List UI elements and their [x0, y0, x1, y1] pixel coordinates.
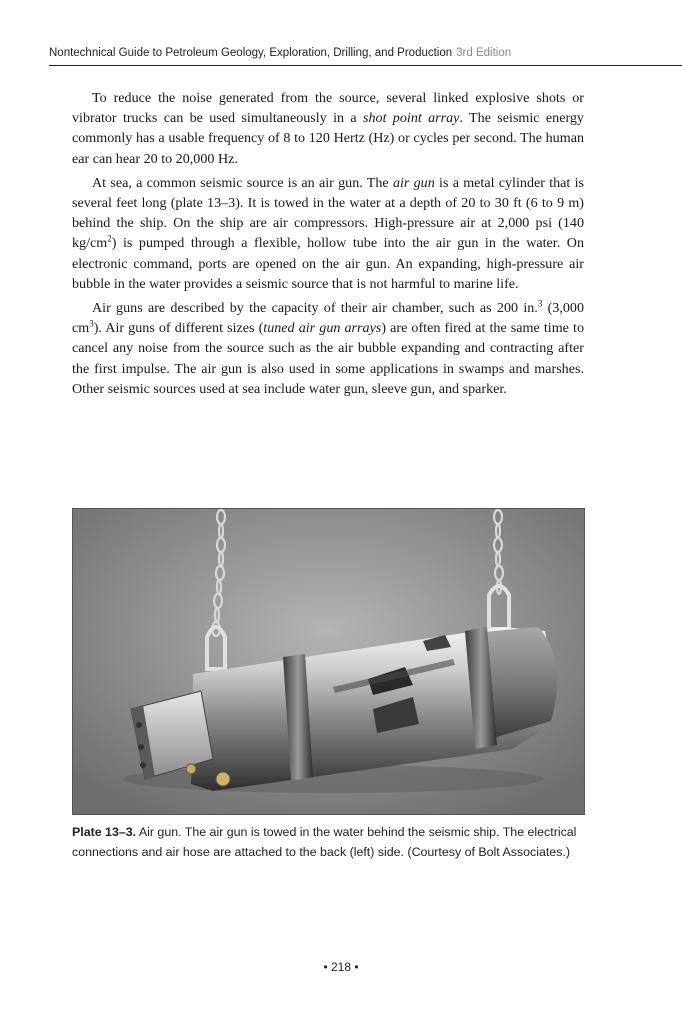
- plate-caption: [72, 822, 586, 862]
- plate-caption-text: Air gun. The air gun is towed in the water behind the seismic ship. The electrical connections and air hose are attached to the back (left) side. (Courtesy of Bolt Associates.): [72, 825, 577, 859]
- header-rule: [49, 65, 682, 66]
- page-number-value: 218: [330, 960, 352, 974]
- term-shot-point-array: shot point array: [362, 110, 460, 127]
- plate-label: Plate 13–3.: [72, 825, 137, 839]
- term-air-gun: air gun: [392, 174, 435, 191]
- page-number: • 218 •: [323, 960, 359, 974]
- paragraph-2: At sea, a common seismic source is an air gun. The air gun is a metal cylinder that is several feet long (plate 13–3). It is towed in the water at a depth of 20 to 30 ft (6 to 9 m) behind the ship. On the ship are air compressors. High-pressure air at 2,000 psi (140 $kg/cm^2$) is pumped through a flexible, hollow tube into the air gun in the water. On electronic command, ports are opened on the air gun. An expanding, high-pressure air bubble in the water provides a seismic source that is not harmful to marine life.: [72, 174, 584, 292]
- paragraph-3: Air guns are described by the capacity of their air chamber, such as 200 in.$^3$ (3,000 $cm^3$). Air guns of different sizes (tuned air gun arrays) are often fired at the same time to cancel any noise from the source such as the air bubble expanding and contracting after the first impulse. The air gun is also used in some applications in swamps and marshes. Other seismic sources used at sea include water gun, sleeve gun, and sparker.: [72, 298, 584, 397]
- air-gun-photo: [72, 508, 585, 815]
- term-tuned-air-gun-arrays: tuned air gun arrays: [263, 320, 382, 337]
- book-title: Nontechnical Guide to Petroleum Geology, Exploration, Drilling, and Production: [49, 47, 453, 59]
- body-text: [72, 88, 584, 403]
- paragraph-1: To reduce the noise generated from the source, several linked explosive shots or vibrator trucks can be used simultaneously in a shot point array. The seismic energy commonly has a usable frequency of 8 to 120 Hertz (Hz) or cycles per second. The human ear can hear 20 to 20,000 Hz.: [72, 90, 584, 167]
- edition-label: 3rd Edition: [456, 47, 512, 59]
- running-header: [49, 47, 682, 59]
